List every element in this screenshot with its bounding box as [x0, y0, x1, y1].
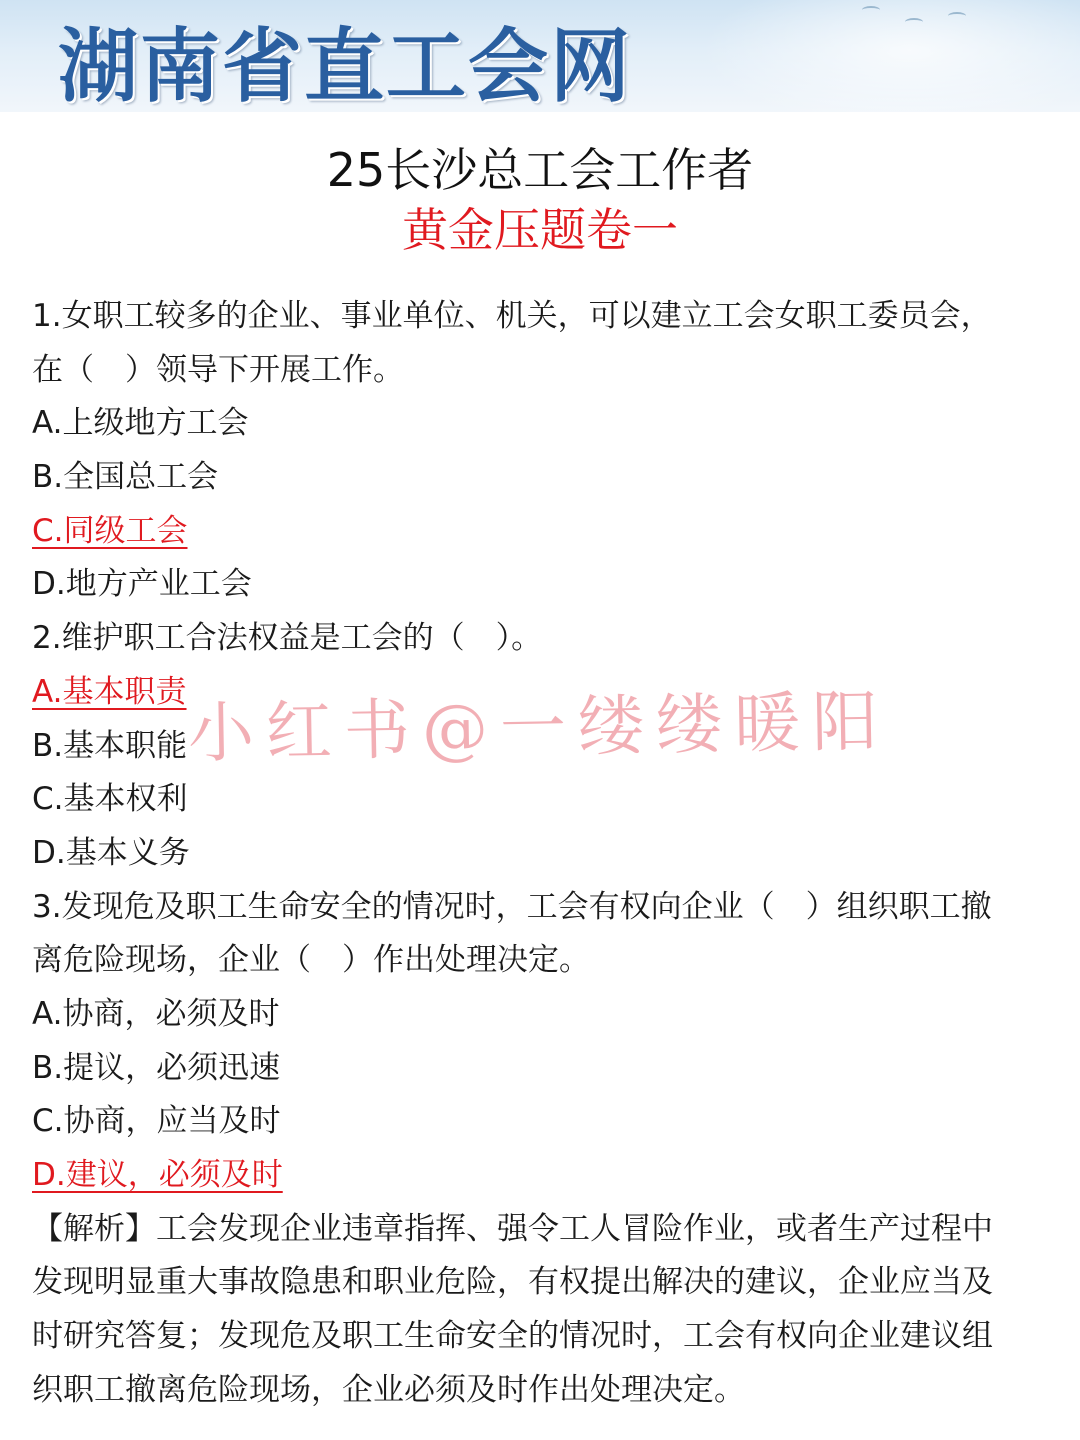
- text-line: [32, 612, 1042, 666]
- text-line: [32, 1256, 1042, 1310]
- line-text: A.基本职责: [32, 673, 187, 710]
- text-line: [32, 1042, 1042, 1096]
- line-text: C.同级工会: [32, 512, 188, 549]
- line-text: 在（ ）领导下开展工作。: [32, 351, 404, 388]
- line-text: B.基本职能: [32, 727, 188, 764]
- line-text: 2.维护职工合法权益是工会的（ ）。: [32, 620, 543, 657]
- text-line: [32, 1310, 1042, 1364]
- line-text: 3.发现危及职工生命安全的情况时，工会有权向企业（ ）组织职工撤: [32, 888, 992, 925]
- answer-line: [32, 1149, 1042, 1203]
- banner-sky-decoration: [700, 0, 1080, 112]
- line-text: D.建议，必须及时: [32, 1157, 283, 1193]
- text-line: [32, 720, 1042, 774]
- line-text: C.基本权利: [32, 781, 188, 818]
- bird-icon: [862, 6, 880, 14]
- text-line: [32, 1095, 1042, 1149]
- text-line: [32, 558, 1042, 612]
- line-text: 织职工撤离危险现场，企业必须及时作出处理决定。: [32, 1371, 745, 1408]
- text-line: [32, 934, 1042, 988]
- text-line: [32, 827, 1042, 881]
- text-line: [32, 988, 1042, 1042]
- line-text: 发现明显重大事故隐患和职业危险，有权提出解决的建议，企业应当及: [32, 1264, 993, 1301]
- bird-icon: [905, 18, 923, 26]
- text-line: [32, 451, 1042, 505]
- line-text: B.全国总工会: [32, 459, 219, 496]
- line-text: C.协商，应当及时: [32, 1103, 281, 1140]
- answer-line: [32, 505, 1042, 559]
- text-line: [32, 773, 1042, 827]
- page-title: 25长沙总工会工作者: [326, 143, 754, 197]
- line-text: A.协商，必须及时: [32, 995, 280, 1032]
- line-text: 时研究答复；发现危及职工生命安全的情况时，工会有权向企业建议组: [32, 1318, 993, 1355]
- text-line: [32, 290, 1042, 344]
- header-banner: [0, 0, 1080, 112]
- line-text: D.地方产业工会: [32, 566, 252, 603]
- line-text: B.提议，必须迅速: [32, 1049, 281, 1086]
- line-text: 【解析】工会发现企业违章指挥、强令工人冒险作业，或者生产过程中: [32, 1210, 993, 1247]
- text-line: [32, 397, 1042, 451]
- line-text: D.基本义务: [32, 834, 190, 871]
- bird-icon: [948, 12, 966, 20]
- text-line: [32, 1203, 1042, 1257]
- line-text: A.上级地方工会: [32, 405, 249, 442]
- line-text: 1.女职工较多的企业、事业单位、机关，可以建立工会女职工委员会，: [32, 298, 992, 334]
- line-text: 离危险现场，企业（ ）作出处理决定。: [32, 942, 590, 979]
- text-line: [32, 344, 1042, 398]
- answer-line: [32, 666, 1042, 720]
- text-line: [32, 881, 1042, 935]
- page-subtitle: 黄金压题卷一: [402, 203, 678, 257]
- question-content: [32, 290, 1042, 1417]
- text-line: [32, 1364, 1042, 1418]
- site-logo-title: 湖南省直工会网: [58, 19, 632, 112]
- watermark: 小红书@一缕缕暖阳: [187, 682, 891, 773]
